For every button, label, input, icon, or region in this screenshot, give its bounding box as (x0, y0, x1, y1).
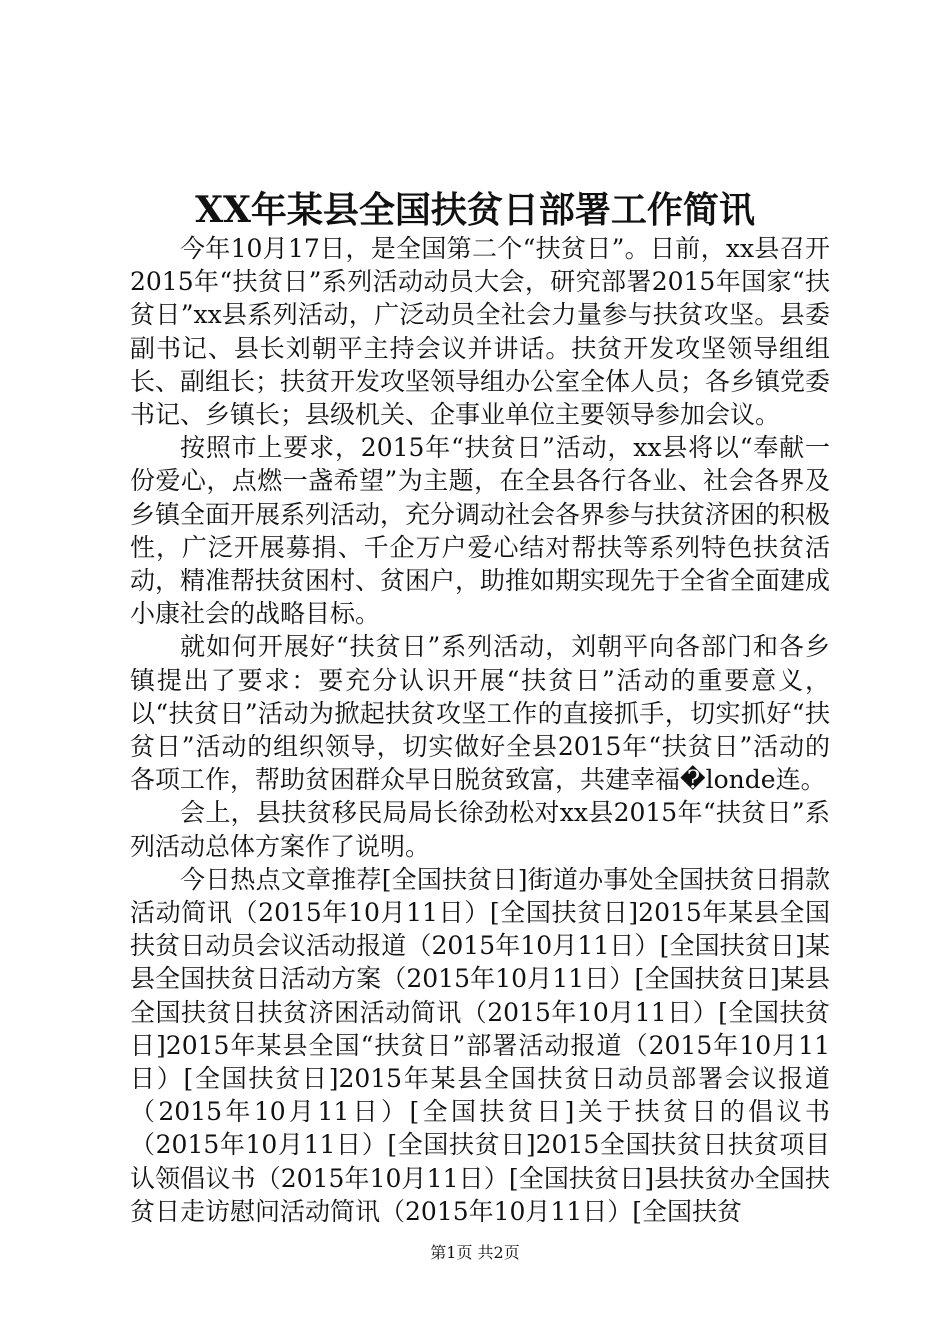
document-body (130, 232, 830, 1228)
paragraph: 就如何开展好“扶贫日”系列活动，刘朝平向各部门和各乡镇提出了要求：要充分认识开展“扶贫日”活动的重要意义，以“扶贫日”活动为掀起扶贫攻坚工作的直接抓手，切实抓好“扶贫日”活动的组织领导，切实做好全县2015年“扶贫日”活动的各项工作，帮助贫困群众早日脱贫致富，共建幸福�londe连。 (130, 632, 830, 795)
paragraph: 按照市上要求，2015年“扶贫日”活动，xx县将以“奉献一份爱心，点燃一盏希望”为主题，在全县各行各业、社会各界及乡镇全面开展系列活动，充分调动社会各界参与扶贫济困的积极性，广泛开展募捐、千企万户爱心结对帮扶等系列特色扶贫活动，精准帮扶贫困村、贫困户，助推如期实现先于全省全面建成小康社会的战略目标。 (130, 433, 831, 629)
paragraph: 今日热点文章推荐[全国扶贫日]街道办事处全国扶贫日捐款活动简讯（2015年10月11日）[全国扶贫日]2015年某县全国扶贫日动员会议活动报道（2015年10月11日）[全国扶贫日]某县全国扶贫日活动方案（2015年10月11日）[全国扶贫日]某县全国扶贫日扶贫济困活动简讯（2015年10月11日）[全国扶贫日]2015年某县全国“扶贫日”部署活动报道（2015年10月11日）[全国扶贫日]2015年某县全国扶贫日动员部署会议报道（2015年10月11日）[全国扶贫日]关于扶贫日的倡议书（2015年10月11日）[全国扶贫日]2015全国扶贫日扶贫项目认领倡议书（2015年10月11日）[全国扶贫日]县扶贫办全国扶贫日走访慰问活动简讯（2015年10月11日）[全国扶贫 (130, 864, 830, 1226)
page-footer: 第1页 共2页 (430, 1243, 520, 1262)
paragraph: 今年10月17日，是全国第二个“扶贫日”。日前，xx县召开2015年“扶贫日”系列活动动员大会，研究部署2015年国家“扶贫日”xx县系列活动，广泛动员全社会力量参与扶贫攻坚。县委副书记、县长刘朝平主持会议并讲话。扶贫开发攻坚领导组组长、副组长；扶贫开发攻坚领导组办公室全体人员；各乡镇党委书记、乡镇长；县级机关、企事业单位主要领导参加会议。 (130, 234, 831, 430)
paragraph: 会上，县扶贫移民局局长徐劲松对xx县2015年“扶贫日”系列活动总体方案作了说明。 (130, 798, 830, 861)
document-title: XX年某县全国扶贫日部署工作简讯 (195, 189, 755, 231)
